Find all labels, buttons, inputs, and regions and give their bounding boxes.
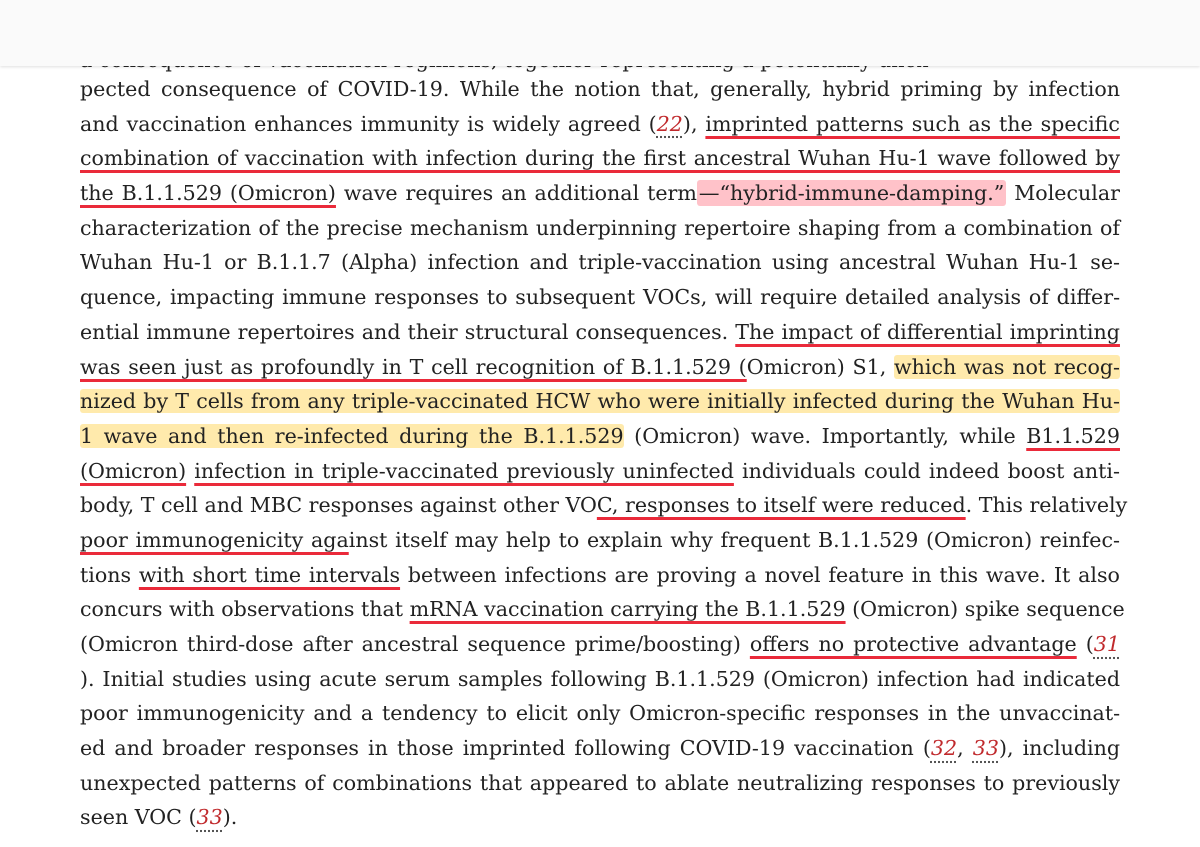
citation-link[interactable]: 32 xyxy=(930,736,958,761)
text-line xyxy=(80,384,1120,419)
citation-link[interactable]: 22 xyxy=(656,111,683,136)
text-run: and vaccination enhances immunity is widely agreed ( xyxy=(80,111,657,136)
text-run: Wuhan Hu-1 or B.1.1.7 (Alpha) infection and triple-vaccination using ancestral Wuhan Hu-1 se- xyxy=(80,250,1120,275)
text-run: (Omicron) spike sequence xyxy=(845,597,1125,622)
text-run: (Omicron third-dose after ancestral sequence prime/boosting) xyxy=(80,632,750,656)
text-run: ), xyxy=(682,111,706,136)
text-line xyxy=(80,211,1120,246)
underlined-text: infection in triple-vaccinated previously uninfected xyxy=(194,458,734,483)
text-line xyxy=(80,141,1120,176)
text-line xyxy=(80,176,1120,211)
text-line xyxy=(80,350,1120,385)
text-line xyxy=(80,558,1120,593)
text-line xyxy=(80,488,1128,523)
yellow-highlight: nized by T cells from any triple-vaccinated HCW who were initially infected during the Wuhan Hu- xyxy=(80,389,1120,414)
underlined-text: poor immunogenicity aga xyxy=(80,527,349,552)
yellow-highlight: which was not recog- xyxy=(894,354,1120,379)
underlined-text: C, responses to itself were reduced xyxy=(596,493,966,518)
underlined-text: B1.1.529 xyxy=(1026,423,1120,448)
text-run: concurs with observations that xyxy=(80,597,410,622)
underlined-text: mRNA vaccination carrying the B.1.1.529 xyxy=(409,597,846,622)
text-line xyxy=(80,454,1120,489)
text-line xyxy=(80,627,1120,662)
pink-highlight: —“hybrid-immune-damping.” xyxy=(698,181,1005,206)
text-run: (Omicron) wave. Importantly, while xyxy=(623,423,1027,448)
text-run: wave requires an additional term xyxy=(335,181,697,206)
text-run: pected consequence of COVID-19. While the notion that, generally, hybrid priming by infection xyxy=(80,77,1121,101)
text-run: ). xyxy=(222,805,238,830)
text-line xyxy=(80,315,1120,350)
text-line xyxy=(80,523,1120,558)
underlined-text: was seen just as profoundly in T cell recognition of B.1.1.529 ( xyxy=(80,354,747,379)
citation-link[interactable]: 31 xyxy=(1093,632,1120,656)
text-run: ). Initial studies using acute serum samples following B.1.1.529 (Omicron) infection had indicated xyxy=(80,666,1121,691)
underlined-text: combination of vaccination with infection during the first ancestral Wuhan Hu-1 wave followed by xyxy=(80,146,1120,171)
yellow-highlight: 1 wave and then re-infected during the B.1.1.529 xyxy=(80,423,624,448)
text-run: ed and broader responses in those imprinted following COVID-19 vaccination ( xyxy=(80,736,931,761)
text-run: ential immune repertoires and their structural consequences. xyxy=(80,319,736,344)
underlined-text: the B.1.1.529 (Omicron) xyxy=(80,181,336,206)
text-run: . This relatively xyxy=(965,493,1128,518)
text-line xyxy=(80,419,1120,454)
underlined-text: (Omicron) xyxy=(80,458,187,483)
text-line xyxy=(80,731,1120,766)
underlined-text: with short time intervals xyxy=(138,562,401,587)
text-run: between infections are proving a novel feature in this wave. It also xyxy=(400,562,1120,587)
text-run: tions xyxy=(80,562,139,587)
citation-link[interactable]: 33 xyxy=(196,805,223,830)
article-paragraph xyxy=(80,72,1128,835)
text-line xyxy=(80,107,1120,142)
underlined-text: imprinted patterns such as the specific xyxy=(705,111,1120,136)
text-run: quence, impacting immune responses to subsequent VOCs, will require detailed analysis of differ- xyxy=(80,285,1121,310)
text-line xyxy=(80,72,1120,107)
text-run: characterization of the precise mechanism underpinning repertoire shaping from a combination of xyxy=(80,215,1121,240)
text-line xyxy=(80,280,1120,315)
text-run: ), including xyxy=(998,736,1121,761)
citation-link[interactable]: 33 xyxy=(972,736,999,761)
text-line xyxy=(80,662,1120,697)
top-toolbar xyxy=(0,0,1200,66)
text-run: ( xyxy=(1076,632,1094,656)
text-run: Molecular xyxy=(1006,181,1120,206)
text-run: unexpected patterns of combinations that appeared to ablate neutralizing responses to previously xyxy=(80,770,1120,795)
underlined-text: offers no protective advantage xyxy=(749,632,1077,656)
text-run: body, T cell and MBC responses against other VO xyxy=(80,493,597,518)
text-run: , xyxy=(957,736,973,761)
text-run: poor immunogenicity and a tendency to elicit only Omicron-specific responses in the unvaccinat- xyxy=(80,701,1121,726)
text-run: individuals could indeed boost anti- xyxy=(733,458,1120,483)
text-run: seen VOC ( xyxy=(80,805,197,830)
text-line xyxy=(80,245,1120,280)
text-line xyxy=(80,766,1120,801)
text-line xyxy=(80,800,1120,835)
text-run: Omicron) S1, xyxy=(746,354,895,379)
text-line xyxy=(80,696,1120,731)
text-line xyxy=(80,592,1125,627)
text-run: inst itself may help to explain why frequent B.1.1.529 (Omicron) reinfec- xyxy=(348,527,1120,552)
underlined-text: The impact of differential imprinting xyxy=(735,319,1120,344)
